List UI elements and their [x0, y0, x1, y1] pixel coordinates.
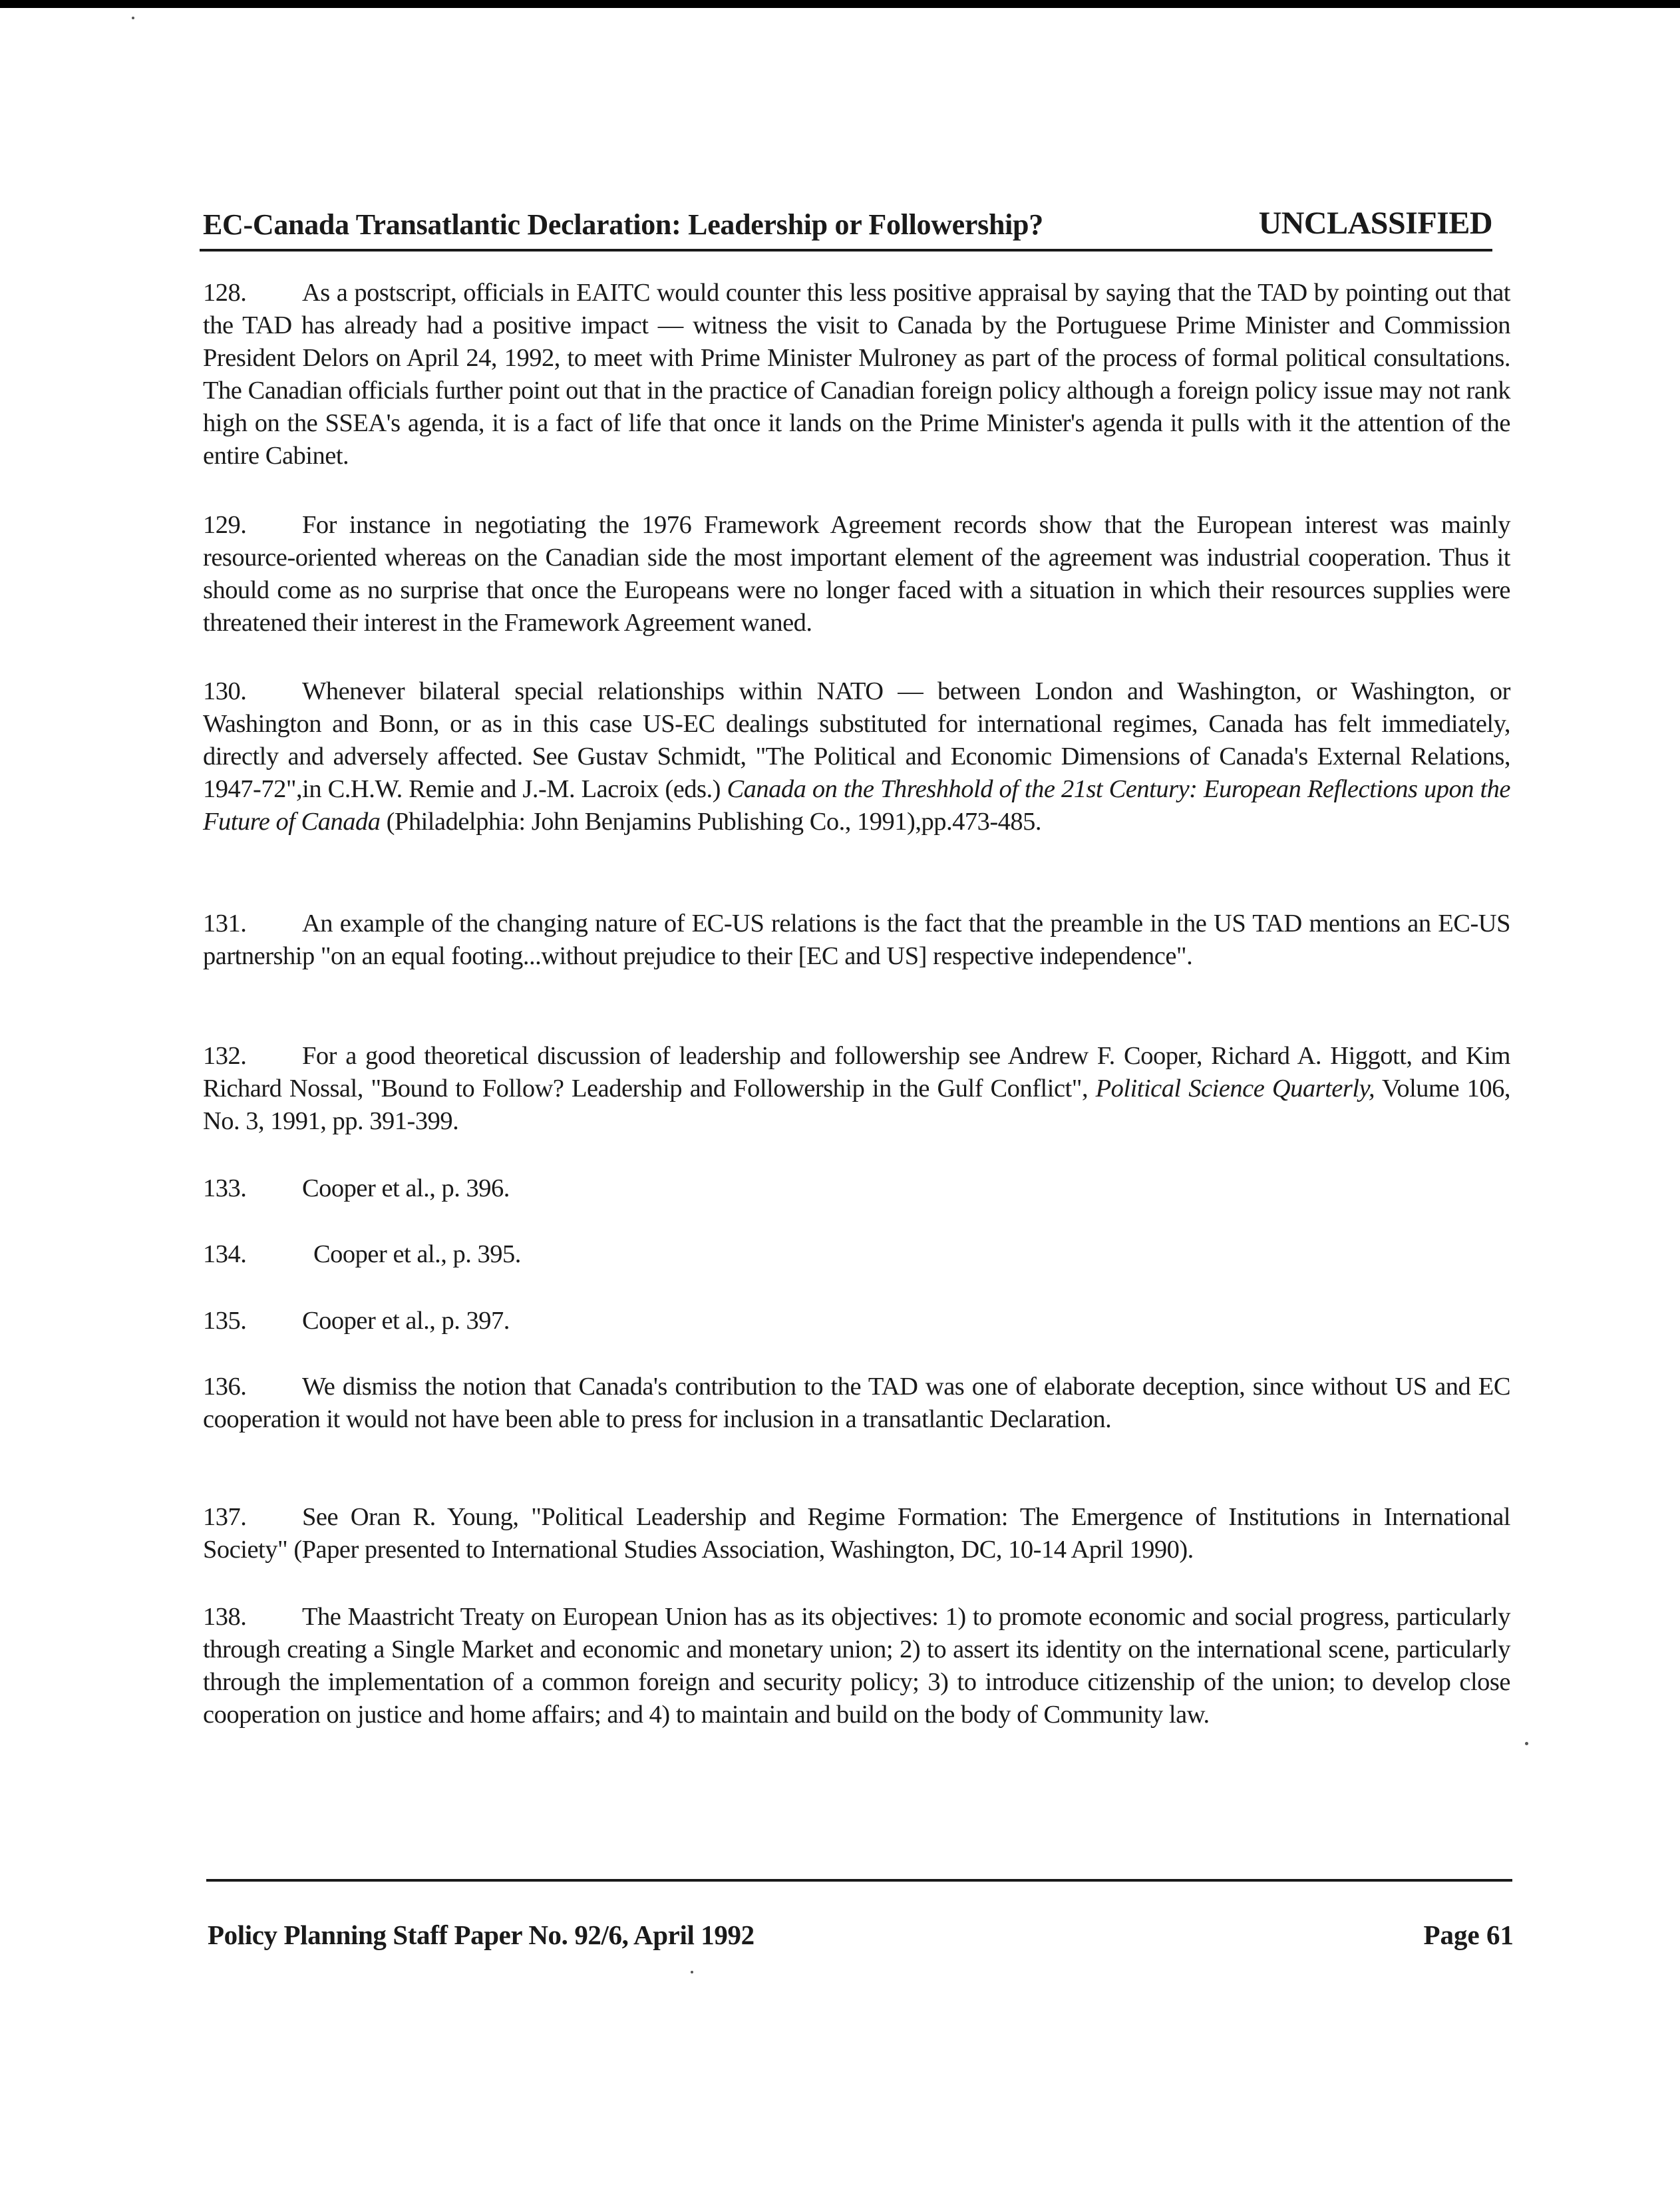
endnote-text: Whenever bilateral special relationships within NATO — between London and Washington, or Washington, or Washington and Bonn, or as in this case US-EC dealings substituted for international regimes, Canada has felt immediately, directly and adversely affected. See Gustav Schmidt, "The Political and Economic Dimensions of Canada's External Relations, 1947-72",in C.H.W. Remie and J.-M. Lacroix (eds.): [203, 677, 1510, 803]
endnote-137: [203, 1501, 1510, 1566]
header-rule: [200, 249, 1492, 252]
endnote-text: We dismiss the notion that Canada's contribution to the TAD was one of elaborate deception, since without US and EC cooperation it would not have been able to press for inclusion in a transatlantic Declaration.: [203, 1373, 1510, 1433]
endnote-number: 128.: [203, 279, 247, 307]
endnote-number: 137.: [203, 1503, 247, 1531]
endnote-text: Cooper et al., p. 395.: [313, 1240, 521, 1268]
endnote-number: 136.: [203, 1373, 247, 1401]
endnote-138: [203, 1601, 1510, 1731]
page-number: Page 61: [1423, 1920, 1514, 1950]
endnote-131: [203, 908, 1510, 973]
endnote-text: Cooper et al., p. 397.: [302, 1307, 510, 1335]
endnote-129: [203, 509, 1510, 639]
scan-top-border: [0, 0, 1680, 8]
endnote-number: 131.: [203, 910, 247, 937]
endnote-132: [203, 1040, 1510, 1138]
scan-speck: [1525, 1742, 1528, 1745]
endnote-number: 133.: [203, 1174, 247, 1202]
endnote-130: [203, 675, 1510, 838]
endnote-text-tail: Volume 106, No. 3, 1991, pp. 391-399.: [203, 1075, 1510, 1135]
document-header-title: EC-Canada Transatlantic Declaration: Leadership or Followership?: [203, 208, 1043, 241]
endnote-136: [203, 1371, 1510, 1436]
endnote-number: 135.: [203, 1307, 247, 1335]
endnote-journal-title: Political Science Quarterly,: [1095, 1075, 1375, 1103]
endnote-135: [203, 1305, 1510, 1337]
endnote-text: As a postscript, officials in EAITC would counter this less positive appraisal by saying that the TAD by pointing out that the TAD has already had a positive impact — witness the visit to Canada by the Portuguese Prime Minister and Commission President Delors on April 24, 1992, to meet with Prime Minister Mulroney as part of the process of formal political consultations. The Canadian officials further point out that in the practice of Canadian foreign policy although a foreign policy issue may not rank high on the SSEA's agenda, it is a fact of life that once it lands on the Prime Minister's agenda it pulls with it the attention of the entire Cabinet.: [203, 279, 1510, 470]
endnote-number: 138.: [203, 1603, 247, 1631]
endnote-text-tail: (Philadelphia: John Benjamins Publishing Co., 1991),pp.473-485.: [380, 808, 1042, 836]
endnote-number: 129.: [203, 511, 247, 539]
footer-paper-reference: Policy Planning Staff Paper No. 92/6, April 1992: [208, 1920, 755, 1950]
endnote-text: An example of the changing nature of EC-US relations is the fact that the preamble in the US TAD mentions an EC-US partnership "on an equal footing...without prejudice to their [EC and US] respective independence".: [203, 910, 1510, 970]
endnote-number: 132.: [203, 1042, 247, 1070]
classification-label: UNCLASSIFIED: [1258, 206, 1492, 241]
endnote-128: [203, 277, 1510, 472]
endnote-text: See Oran R. Young, "Political Leadership and Regime Formation: The Emergence of Institutions in International Society" (Paper presented to International Studies Association, Washington, DC, 10-14 April 1990).: [203, 1503, 1510, 1564]
endnote-text: Cooper et al., p. 396.: [302, 1174, 510, 1202]
endnote-book-title: Canada on the Threshhold of the 21st Century: European Reflections upon the Future of Canada: [203, 775, 1510, 836]
endnote-134: [203, 1238, 1510, 1271]
scan-speck: [132, 17, 134, 19]
endnote-133: [203, 1172, 1510, 1205]
endnote-text: For a good theoretical discussion of leadership and followership see Andrew F. Cooper, Richard A. Higgott, and Kim Richard Nossal, "Bound to Follow? Leadership and Followership in the Gulf Conflict",: [203, 1042, 1510, 1103]
scan-speck: [691, 1971, 693, 1973]
footer-rule: [206, 1879, 1512, 1882]
endnote-number: 130.: [203, 677, 247, 705]
endnote-text: For instance in negotiating the 1976 Framework Agreement records show that the European interest was mainly resource-oriented whereas on the Canadian side the most important element of the agreement was industrial cooperation. Thus it should come as no surprise that once the Europeans were no longer faced with a situation in which their resources supplies were threatened their interest in the Framework Agreement waned.: [203, 511, 1510, 637]
endnote-text: The Maastricht Treaty on European Union has as its objectives: 1) to promote economic and social progress, particularly through creating a Single Market and economic and monetary union; 2) to assert its identity on the international scene, particularly through the implementation of a common foreign and security policy; 3) to introduce citizenship of the union; to develop close cooperation on justice and home affairs; and 4) to maintain and build on the body of Community law.: [203, 1603, 1510, 1729]
endnote-number: 134.: [203, 1240, 247, 1268]
